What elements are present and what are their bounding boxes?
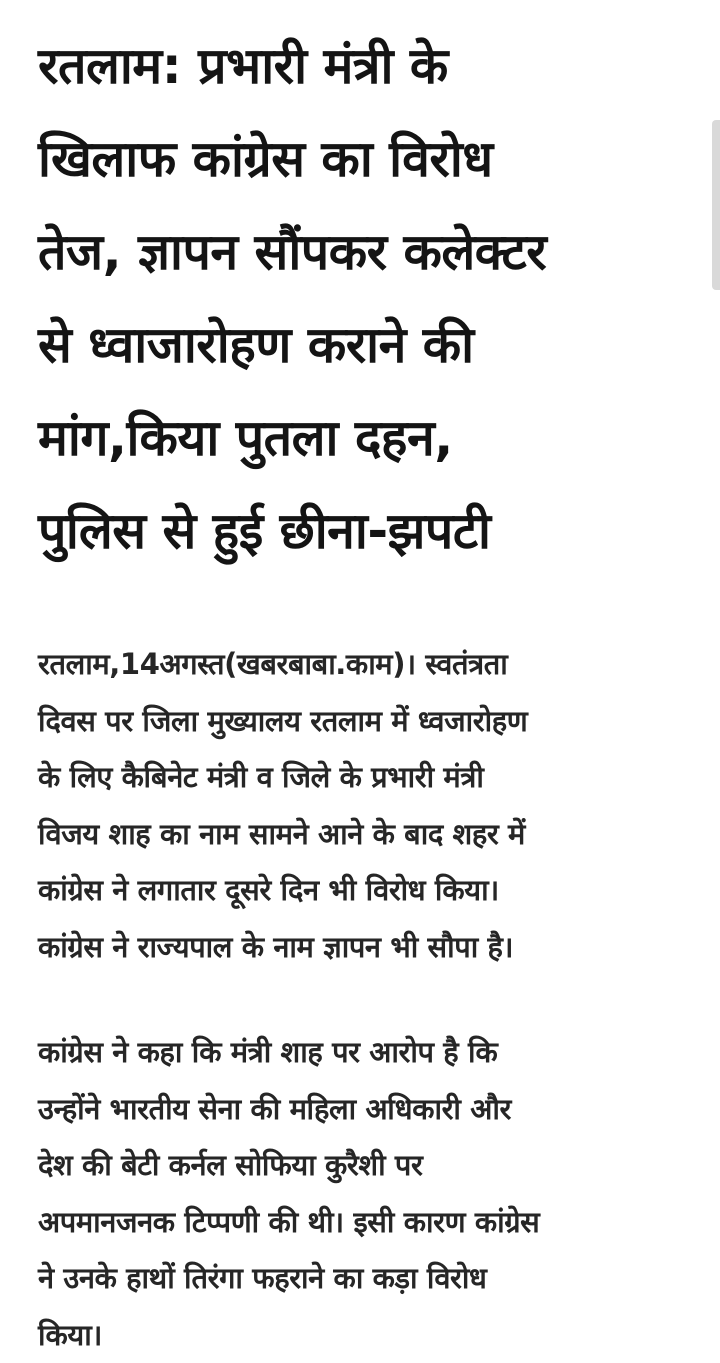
- paragraph-line: कांग्रेस ने राज्यपाल के नाम ज्ञापन भी सौपा है।: [38, 919, 688, 976]
- scrollbar-thumb[interactable]: [712, 120, 720, 290]
- article-paragraph-2: [38, 1024, 688, 1363]
- paragraph-line: के लिए कैबिनेट मंत्री व जिले के प्रभारी मंत्री: [38, 749, 688, 806]
- paragraph-line: अपमानजनक टिप्पणी की थी। इसी कारण कांग्रेस: [38, 1194, 688, 1251]
- paragraph-line: कांग्रेस ने कहा कि मंत्री शाह पर आरोप है कि: [38, 1024, 688, 1081]
- article-paragraph-1: [38, 636, 688, 975]
- headline-line: तेज, ज्ञापन सौंपकर कलेक्टर: [38, 206, 688, 299]
- paragraph-line: देश की बेटी कर्नल सोफिया कुरैशी पर: [38, 1137, 688, 1194]
- headline-line: से ध्वाजारोहण कराने की: [38, 299, 688, 392]
- paragraph-line: उन्होंने भारतीय सेना की महिला अधिकारी और: [38, 1081, 688, 1138]
- headline-line: खिलाफ कांग्रेस का विरोध: [38, 113, 688, 206]
- headline-line: मांग,किया पुतला दहन,: [38, 392, 688, 485]
- article-headline: [38, 20, 688, 578]
- paragraph-line: रतलाम,14अगस्त(खबरबाबा.काम)। स्वतंत्रता: [38, 636, 688, 693]
- paragraph-line: दिवस पर जिला मुख्यालय रतलाम में ध्वजारोहण: [38, 693, 688, 750]
- paragraph-line: किया।: [38, 1307, 688, 1363]
- paragraph-line: ने उनके हाथों तिरंगा फहराने का कड़ा विरोध: [38, 1250, 688, 1307]
- news-article: [38, 20, 688, 1363]
- headline-line: रतलाम: प्रभारी मंत्री के: [38, 20, 688, 113]
- headline-line: पुलिस से हुई छीना-झपटी: [38, 485, 688, 578]
- paragraph-line: विजय शाह का नाम सामने आने के बाद शहर में: [38, 806, 688, 863]
- paragraph-line: कांग्रेस ने लगातार दूसरे दिन भी विरोध किया।: [38, 862, 688, 919]
